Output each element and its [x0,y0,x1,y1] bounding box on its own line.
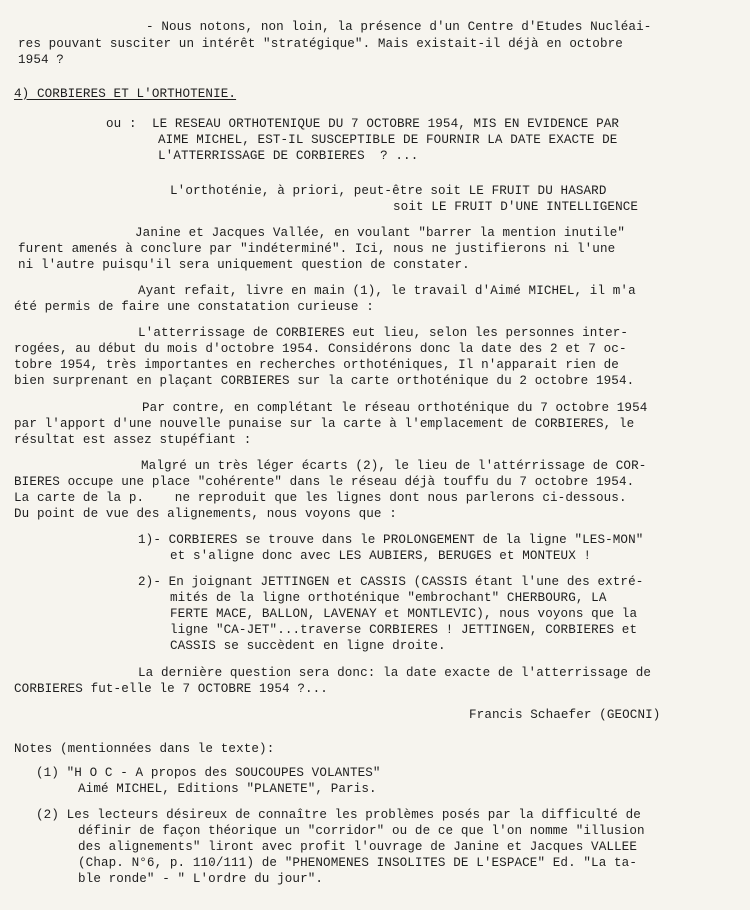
list-item-line: 2)- En joignant JETTINGEN et CASSIS (CASSIS étant l'une des extré- [138,575,644,589]
text-line: L'atterrissage de CORBIERES eut lieu, selon les personnes inter- [138,326,629,340]
section-heading: 4) CORBIERES ET L'ORTHOTENIE. [14,87,237,101]
note-line: ble ronde" - " L'ordre du jour". [78,872,324,886]
text-line: bien surprenant en plaçant CORBIERES sur la carte orthoténique du 2 octobre 1954. [14,374,635,388]
text-line: Par contre, en complétant le réseau orthoténique du 7 octobre 1954 [142,401,648,415]
note-line: (1) "H O C - A propos des SOUCOUPES VOLANTES" [36,766,381,780]
question-line: ou : LE RESEAU ORTHOTENIQUE DU 7 OCTOBRE 1954, MIS EN EVIDENCE PAR [106,117,620,131]
notes-heading: Notes (mentionnées dans le texte): [14,742,275,756]
list-item-line: CASSIS se succèdent en ligne droite. [170,639,446,653]
list-item-line: 1)- CORBIERES se trouve dans le PROLONGEMENT de la ligne "LES-MON" [138,533,644,547]
note-line: Aimé MICHEL, Editions "PLANETE", Paris. [78,782,377,796]
text-line: Malgré un très léger écarts (2), le lieu de l'attérrissage de COR- [141,459,647,473]
text-line: BIERES occupe une place "cohérente" dans le réseau déjà touffu du 7 octobre 1954. [14,475,635,489]
text-line: par l'apport d'une nouvelle punaise sur la carte à l'emplacement de CORBIERES, le [14,417,635,431]
text-line: résultat est assez stupéfiant : [14,433,252,447]
text-line: soit LE FRUIT D'UNE INTELLIGENCE [393,200,639,214]
list-item-line: et s'aligne donc avec LES AUBIERS, BERUGES et MONTEUX ! [170,549,592,563]
text-line: res pouvant susciter un intérêt "stratégique". Mais existait-il déjà en octobre [18,37,623,51]
text-line: Janine et Jacques Vallée, en voulant "barrer la mention inutile" [135,226,626,240]
text-line: Du point de vue des alignements, nous voyons que : [14,507,397,521]
text-line: tobre 1954, très importantes en recherches orthoténiques, Il n'apparait rien de [14,358,619,372]
list-item-line: ligne "CA-JET"...traverse CORBIERES ! JETTINGEN, CORBIERES et [170,623,638,637]
text-line: été permis de faire une constatation curieuse : [14,300,374,314]
text-line: furent amenés à conclure par "indéterminé". Ici, nous ne justifierons ni l'une [18,242,616,256]
signature-line: Francis Schaefer (GEOCNI) [469,708,661,722]
question-line: AIME MICHEL, EST-IL SUSCEPTIBLE DE FOURNIR LA DATE EXACTE DE [158,133,618,147]
text-line: 1954 ? [18,53,64,67]
text-line: rogées, au début du mois d'octobre 1954. Considérons donc la date des 2 et 7 oc- [14,342,627,356]
note-line: (Chap. N°6, p. 110/111) de "PHENOMENES INSOLITES DE L'ESPACE" Ed. "La ta- [78,856,637,870]
note-line: définir de façon théorique un "corridor" ou de ce que l'on nomme "illusion [78,824,645,838]
note-line: (2) Les lecteurs désireux de connaître les problèmes posés par la difficulté de [36,808,641,822]
text-line: CORBIERES fut-elle le 7 OCTOBRE 1954 ?... [14,682,328,696]
text-line: La dernière question sera donc: la date exacte de l'atterrissage de [138,666,652,680]
list-item-line: mités de la ligne orthoténique "embrochant" CHERBOURG, LA [170,591,607,605]
text-line: - Nous notons, non loin, la présence d'un Centre d'Etudes Nucléai- [146,20,652,34]
text-line: ni l'autre puisqu'il sera uniquement question de constater. [18,258,470,272]
text-line: Ayant refait, livre en main (1), le travail d'Aimé MICHEL, il m'a [138,284,636,298]
text-line: La carte de la p. ne reproduit que les lignes dont nous parlerons ci-dessous. [14,491,627,505]
question-line: L'ATTERRISSAGE DE CORBIERES ? ... [158,149,419,163]
list-item-line: FERTE MACE, BALLON, LAVENAY et MONTLEVIC), nous voyons que la [170,607,638,621]
text-line: L'orthoténie, à priori, peut-être soit LE FRUIT DU HASARD [170,184,607,198]
note-line: des alignements" liront avec profit l'ouvrage de Janine et Jacques VALLEE [78,840,637,854]
